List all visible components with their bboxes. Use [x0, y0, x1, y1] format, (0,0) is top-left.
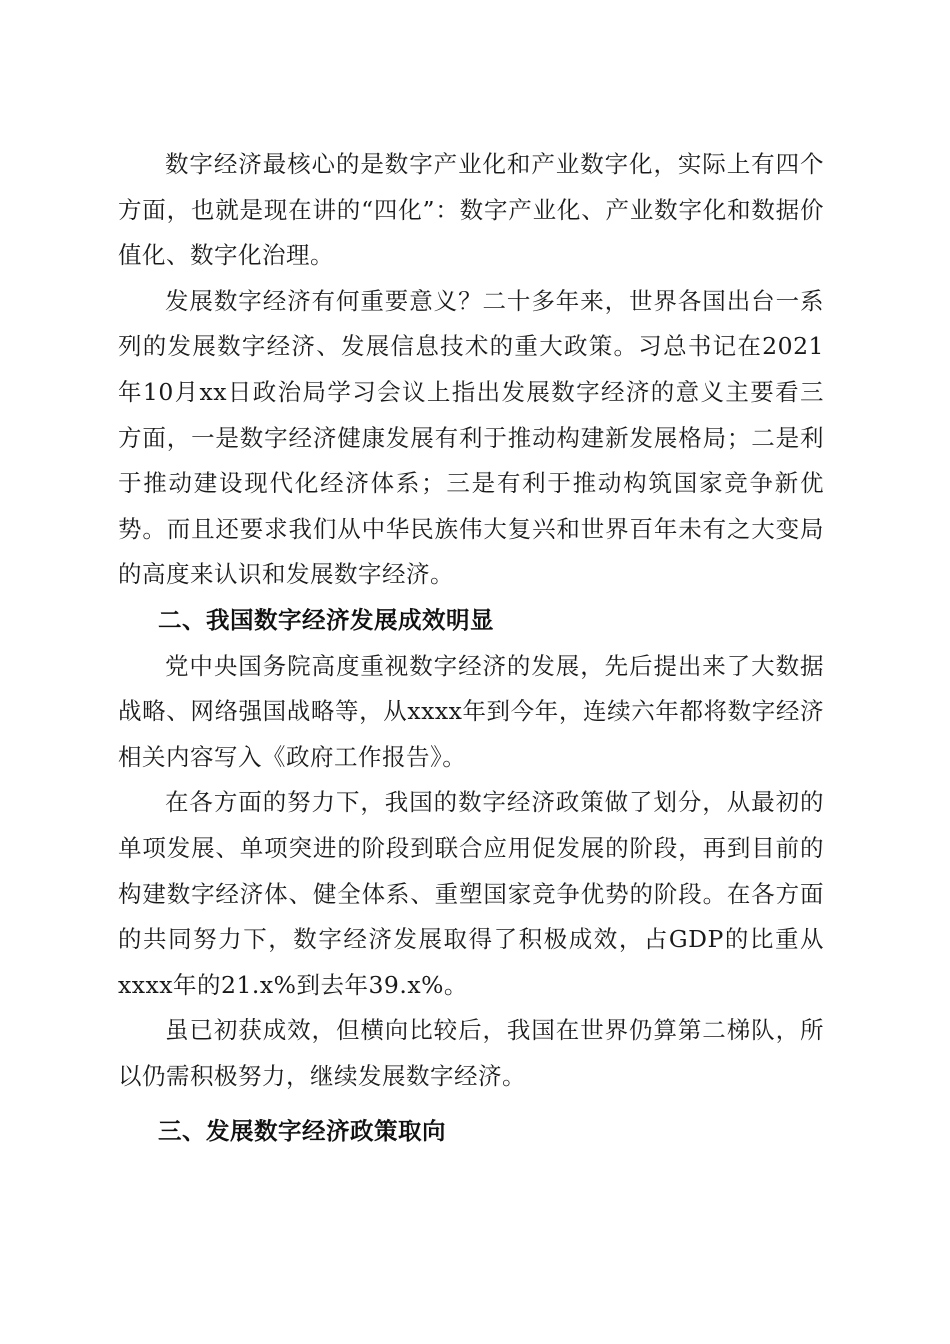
paragraph-digital-economy-core: 数字经济最核心的是数字产业化和产业数字化，实际上有四个方面，也就是现在讲的“四化”：数字产业化、产业数字化和数据价值化、数字化治理。 [118, 150, 824, 270]
paragraph-second-tier: 虽已初获成效，但横向比较后，我国在世界仍算第二梯队，所以仍需积极努力，继续发展数字经济。 [118, 1016, 824, 1090]
paragraph-policy-stages: 在各方面的努力下，我国的数字经济政策做了划分，从最初的单项发展、单项突进的阶段到联合应用促发展的阶段，再到目前的构建数字经济体、健全体系、重塑国家竞争优势的阶段。在各方面的共同努力下，数字经济发展取得了积极成效，占GDP的比重从xxxx年的21.x%到去年39.x%。 [118, 788, 824, 999]
paragraph-central-government: 党中央国务院高度重视数字经济的发展，先后提出来了大数据战略、网络强国战略等，从xxxx年到今年，连续六年都将数字经济相关内容写入《政府工作报告》。 [118, 651, 824, 771]
document-body [118, 142, 824, 1155]
section-heading-3: 三、发展数字经济政策取向 [158, 1117, 446, 1146]
paragraph-significance: 发展数字经济有何重要意义？二十多年来，世界各国出台一系列的发展数字经济、发展信息技术的重大政策。习总书记在2021年10月xx日政治局学习会议上指出发展数字经济的意义主要看三方面，一是数字经济健康发展有利于推动构建新发展格局；二是利于推动建设现代化经济体系；三是有利于推动构筑国家竞争新优势。而且还要求我们从中华民族伟大复兴和世界百年未有之大变局的高度来认识和发展数字经济。 [118, 286, 824, 589]
section-heading-2: 二、我国数字经济发展成效明显 [158, 605, 494, 634]
